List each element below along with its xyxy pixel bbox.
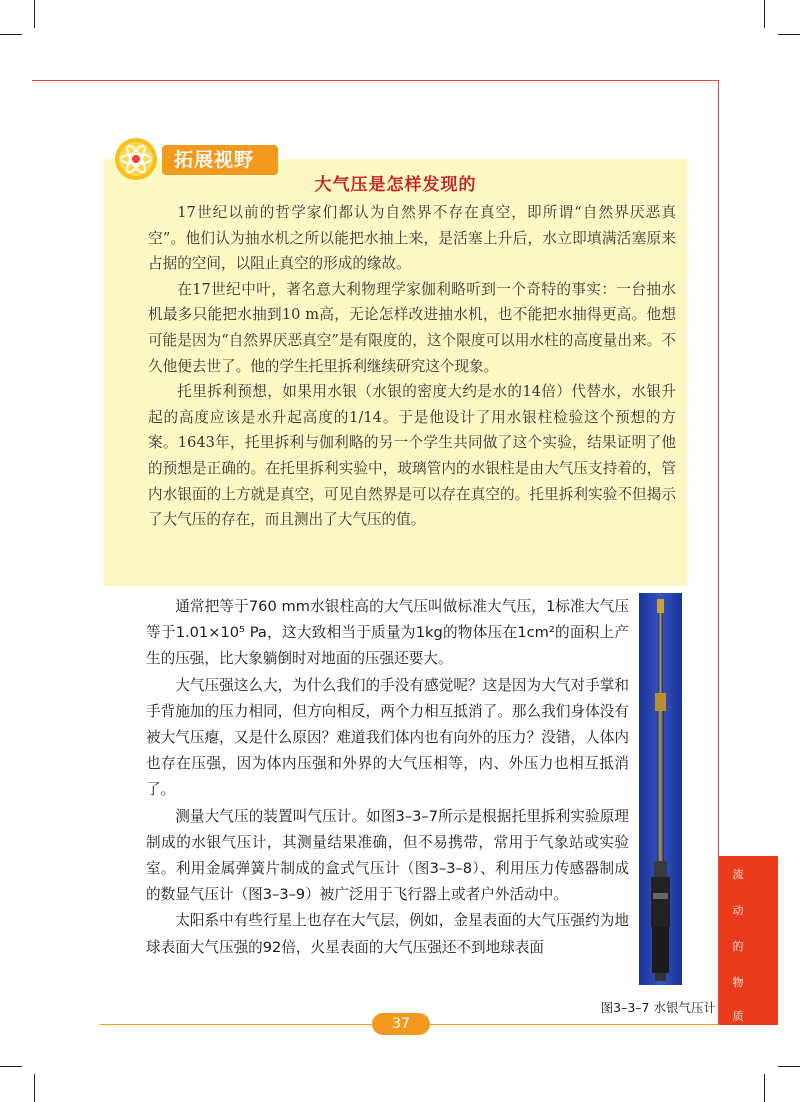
crop-mark: [764, 1074, 765, 1102]
top-rule: [32, 80, 719, 81]
crop-mark: [34, 0, 35, 28]
crop-mark: [0, 34, 22, 35]
footer-rule: [430, 1024, 719, 1025]
main-paragraph: 太阳系中有些行星上也存在大气层，例如，金星表面的大气压强约为地球表面大气压强的92倍，火星表面的大气压强还不到地球表面: [146, 912, 629, 956]
extension-body: [148, 200, 676, 533]
main-body: [146, 594, 629, 961]
crop-mark: [34, 1074, 35, 1102]
side-tab-char: 质: [732, 1010, 744, 1023]
main-paragraph: 通常把等于760 mm水银柱高的大气压叫做标准大气压，1标准大气压等于1.01×10⁵ Pa，这大致相当于质量为1kg的物体压在1cm²的面积上产生的压强，比大象躺倒时对地面的压强还要大。: [146, 598, 629, 668]
crop-mark: [778, 34, 800, 35]
side-tab-char: 流: [732, 868, 744, 881]
extension-badge: 拓展视野: [162, 145, 278, 175]
figure-caption: 图3–3–7 水银气压计: [600, 1000, 716, 1015]
extension-paragraph: 17世纪以前的哲学家们都认为自然界不存在真空，即所谓“自然界厌恶真空”。他们认为抽水机之所以能把水抽上来，是活塞上升后，水立即填满活塞原来占据的空间，以阻止真空的形成的缘故。: [148, 204, 676, 273]
extension-paragraph: 托里拆利预想，如果用水银（水银的密度大约是水的14倍）代替水，水银升起的高度应该是水升起高度的1/14。于是他设计了用水银柱检验这个预想的方案。1643年，托里拆利与伽利略的另一个学生共同做了这个实验，结果证明了他的预想是正确的。在托里拆利实验中，玻璃管内的水银柱是由大气压支持着的，管内水银面的上方就是真空，可见自然界是可以存在真空的。托里拆利实验不但揭示了大气压的存在，而且测出了大气压的值。: [148, 383, 676, 529]
extension-paragraph: 在17世纪中叶，著名意大利物理学家伽利略听到一个奇特的事实：一台抽水机最多只能把水抽到10 m高，无论怎样改进抽水机，也不能把水抽得更高。他想可能是因为“自然界厌恶真空”是有限度的，这个限度可以用水柱的高度量出来。不久他便去世了。他的学生托里拆利继续研究这个现象。: [148, 280, 676, 375]
main-paragraph: 大气压强这么大，为什么我们的手没有感觉呢？这是因为大气对手掌和手背施加的压力相同，但方向相反，两个力相互抵消了。那么我们身体没有被大气压瘪，又是什么原因？难道我们体内也有向外的压力？没错，人体内也存在压强，因为体内压强和外界的大气压相等，内、外压力也相互抵消了。: [146, 676, 629, 799]
extension-title: 大气压是怎样发现的: [314, 175, 477, 195]
side-tab-char: 物: [732, 976, 744, 989]
crop-mark: [0, 1066, 22, 1067]
barometer-illustration: [639, 593, 682, 985]
footer-rule: [100, 1024, 372, 1025]
crop-mark: [764, 0, 765, 28]
main-paragraph: 测量大气压的装置叫气压计。如图3–3–7所示是根据托里拆利实验原理制成的水银气压计，其测量结果准确，但不易携带，常用于气象站或实验室。利用金属弹簧片制成的盒式气压计（图3–3–8）、利用压力传感器制成的数显气压计（图3–3–9）被广泛用于飞行器上或者户外活动中。: [146, 807, 629, 904]
page-number: 37: [372, 1013, 430, 1035]
side-tab-char: 的: [732, 940, 744, 953]
crop-mark: [778, 1066, 800, 1067]
chapter-side-tab: [719, 856, 778, 1025]
barometer-photo: [639, 593, 682, 985]
side-tab-char: 动: [732, 904, 744, 917]
